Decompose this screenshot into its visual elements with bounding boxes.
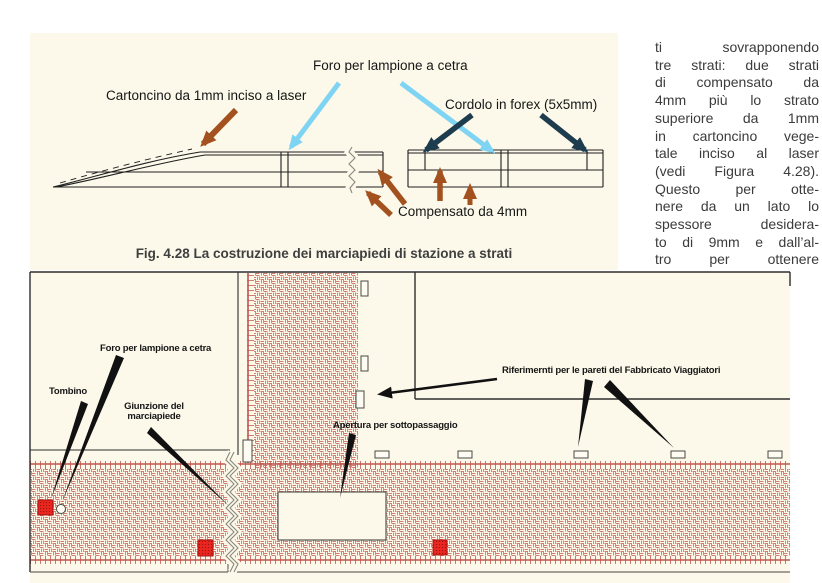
marker-vertical-3 [356, 391, 364, 408]
lamp-hole-right [501, 150, 508, 187]
arrow-cordolo-right [541, 115, 585, 150]
marker-vertical-1 [361, 281, 368, 296]
manhole-3 [433, 540, 447, 555]
ramp-lower-curve [56, 155, 205, 187]
arrow-compensato-1 [380, 172, 405, 204]
label-giunzione [112, 402, 196, 422]
building-outline [415, 272, 790, 399]
text-line: Questo per otte- [655, 180, 819, 197]
text-line: di compensato da [655, 74, 819, 91]
label-riferimenti: Riferimernti per le pareti del Fabbricato Viaggiatori [502, 365, 721, 376]
break-line-top [349, 147, 355, 193]
leader-riferimenti-right [604, 380, 674, 448]
label-foro-lampione-plan: Foro per lampione a cetra [100, 343, 212, 354]
text-line: ti sovrapponendo [655, 39, 819, 55]
text-line: superiore da 1mm [655, 109, 819, 126]
marker-vertical-2 [361, 356, 368, 371]
arrow-compensato-2 [368, 193, 391, 215]
vertical-platform-hatch [254, 273, 358, 469]
text-line: spessore desidera- [655, 216, 819, 233]
label-giunzione-line2: marciapiede [127, 411, 181, 422]
platform-bottom-edging [30, 556, 790, 564]
text-line: tale inciso al laser [655, 145, 819, 162]
label-apertura: Apertura per sottopassaggio [333, 420, 458, 431]
text-line: tro per ottenere [655, 251, 819, 268]
marker-bottom-1 [375, 451, 389, 458]
label-compensato: Compensato da 4mm [398, 204, 528, 219]
joint-zigzag [226, 452, 238, 572]
leader-riferimenti-mid [578, 379, 593, 447]
label-foro-lampione-top: Foro per lampione a cetra [313, 58, 468, 73]
marker-bottom-4 [671, 451, 685, 458]
main-platform-hatch [30, 469, 790, 556]
text-line: in cartoncino vege- [655, 127, 819, 144]
underpass-opening [278, 492, 386, 540]
text-line: nere da un lato lo [655, 198, 819, 215]
front-edge-right [236, 564, 790, 572]
vertical-platform-edging [247, 273, 254, 463]
label-tombino: Tombino [49, 386, 87, 397]
label-cordolo: Cordolo in forex (5x5mm) [445, 97, 598, 112]
text-line: (vedi Figura 4.28). [655, 162, 819, 179]
label-cartoncino: Cartoncino da 1mm inciso a laser [106, 88, 307, 103]
text-line: to di 9mm e dall’al- [655, 233, 819, 250]
arrow-cartoncino [203, 110, 236, 144]
arrow-foro-right [401, 83, 492, 151]
ramp-upper-curve [53, 152, 200, 187]
marker-bottom-5 [768, 451, 782, 458]
laser-engraving-dashes [60, 149, 192, 183]
platform-top-edging [30, 461, 790, 469]
lamp-hole-circle [57, 505, 66, 514]
marker-vertical-4 [243, 440, 252, 462]
cross-section-left-piece [53, 149, 383, 187]
manhole-1 [38, 500, 53, 515]
marker-bottom-3 [574, 451, 588, 458]
marker-bottom-2 [458, 451, 472, 458]
label-giunzione-line1: Giunzione del [124, 401, 184, 412]
front-edge-left [30, 564, 228, 572]
figure-caption: Fig. 4.28 La costruzione dei marciapiedi di stazione a strati [135, 246, 513, 261]
text-line: tre strati: due strati [655, 56, 819, 73]
manhole-2 [198, 540, 213, 556]
leader-riferimenti-left [381, 379, 497, 394]
cardboard-top-lines [408, 150, 603, 153]
lamp-hole-left [281, 152, 288, 187]
text-line: 4mm più lo strato [655, 92, 819, 109]
platform-front-edge [30, 564, 790, 572]
body-text-column [655, 39, 819, 269]
